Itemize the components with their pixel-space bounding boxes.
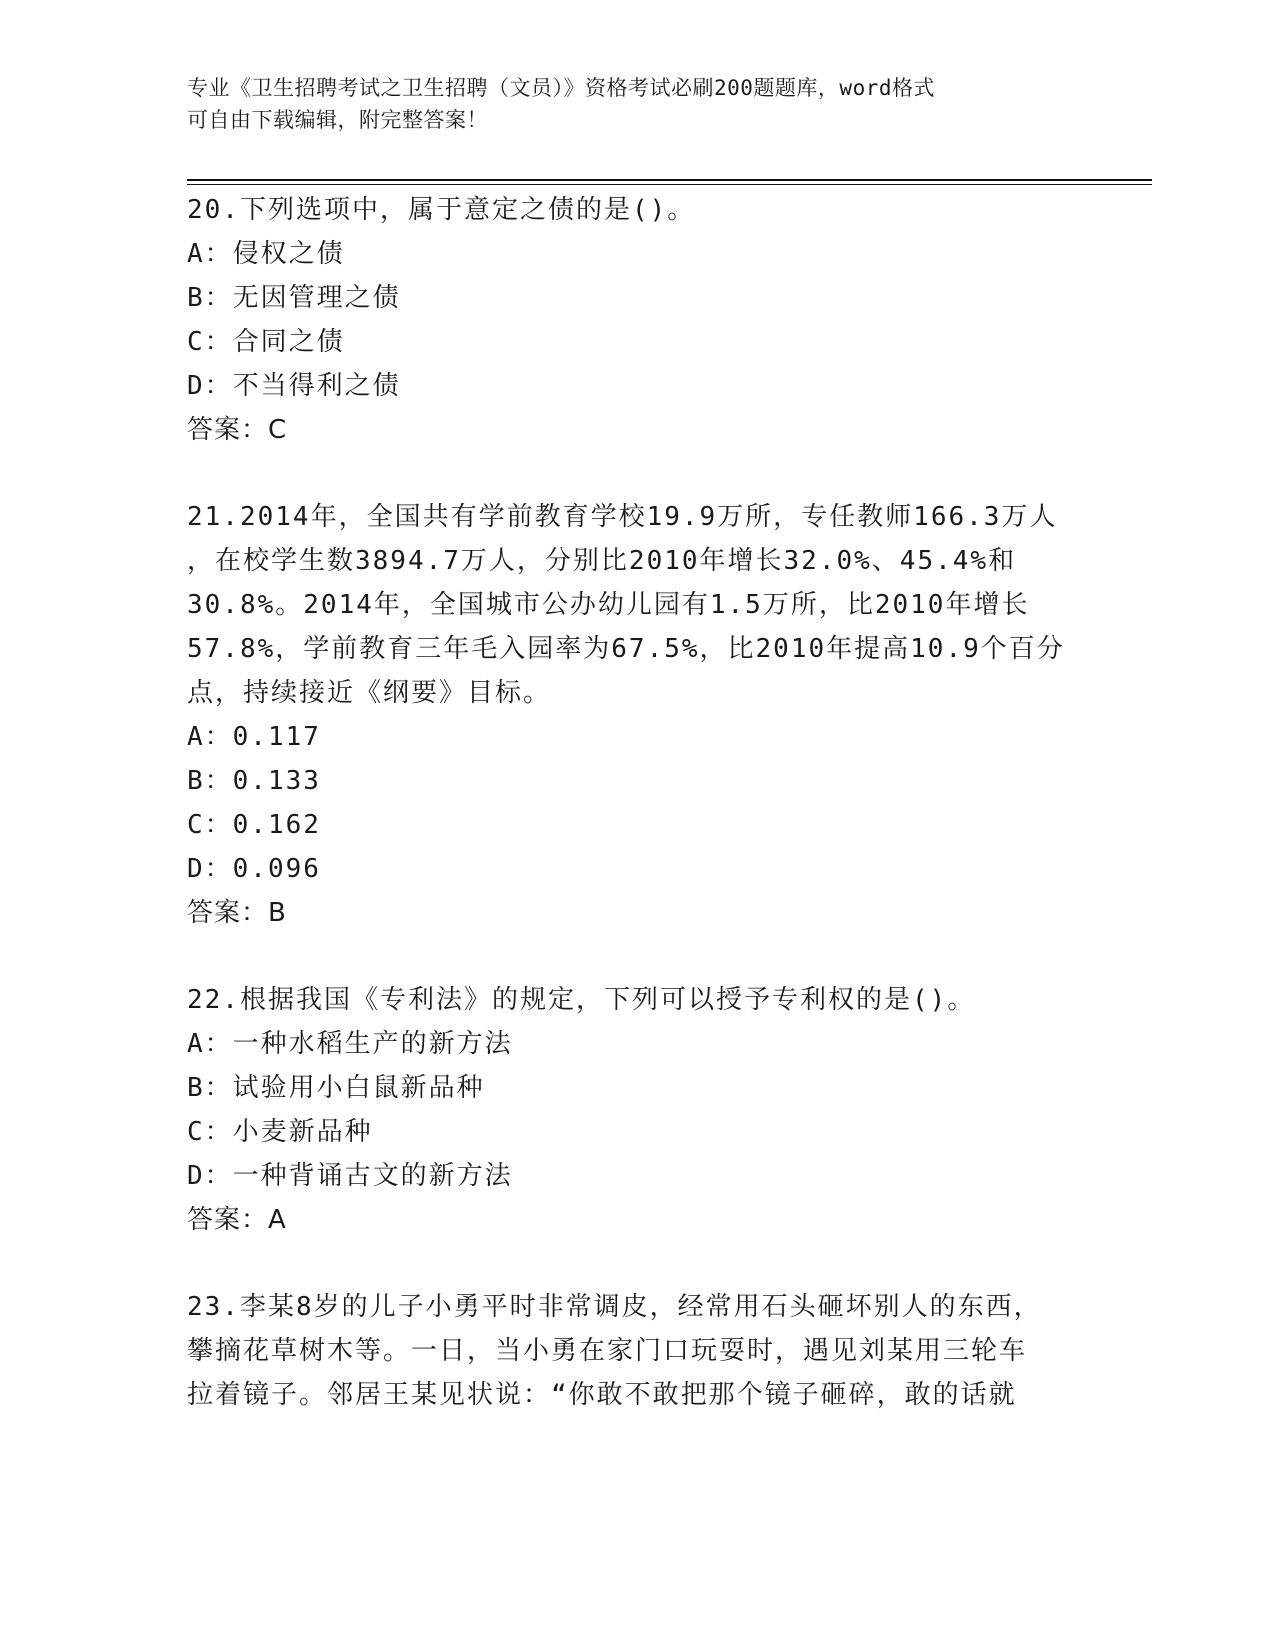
header-line: 专业《卫生招聘考试之卫生招聘（文员）》资格考试必刷200题题库，word格式 [187,76,935,100]
question-stem: 30.8%。2014年，全国城市公办幼儿园有1.5万所，比2010年增长 [187,590,1030,620]
option-a: A：0.117 [187,722,321,752]
option-d: D：一种背诵古文的新方法 [187,1161,513,1191]
option-b: B：0.133 [187,766,321,796]
option-d: D：0.096 [187,854,321,884]
answer: 答案：C [187,415,288,445]
question-stem: 23.李某8岁的儿子小勇平时非常调皮，经常用石头砸坏别人的东西， [187,1292,1042,1322]
option-c: C：0.162 [187,810,321,840]
header-line: 可自由下载编辑，附完整答案！ [187,108,488,132]
option-a: A：一种水稻生产的新方法 [187,1029,513,1059]
question-stem: ，在校学生数3894.7万人，分别比2010年增长32.0%、45.4%和 [187,546,1017,576]
question-stem: 拉着镜子。邻居王某见状说：“你敢不敢把那个镜子砸碎，敢的话就 [187,1380,1017,1410]
question-stem: 点，持续接近《纲要》目标。 [187,678,552,708]
header-divider-thin [187,184,1152,185]
header-divider [187,179,1152,181]
option-a: A：侵权之债 [187,239,345,269]
document-header [187,72,1067,136]
question-stem: 20.下列选项中，属于意定之债的是()。 [187,195,696,225]
option-b: B：试验用小白鼠新品种 [187,1073,485,1103]
answer: 答案：B [187,898,287,928]
answer: 答案：A [187,1205,287,1235]
question-stem: 攀摘花草树木等。一日，当小勇在家门口玩耍时，遇见刘某用三轮车 [187,1336,1028,1366]
option-b: B：无因管理之债 [187,283,401,313]
question-stem: 57.8%，学前教育三年毛入园率为67.5%，比2010年提高10.9个百分 [187,634,1065,664]
option-d: D：不当得利之债 [187,371,401,401]
option-c: C：小麦新品种 [187,1117,373,1147]
question-stem: 21.2014年，全国共有学前教育学校19.9万所，专任教师166.3万人 [187,502,1058,532]
option-c: C：合同之债 [187,327,345,357]
question-stem: 22.根据我国《专利法》的规定，下列可以授予专利权的是()。 [187,985,976,1015]
